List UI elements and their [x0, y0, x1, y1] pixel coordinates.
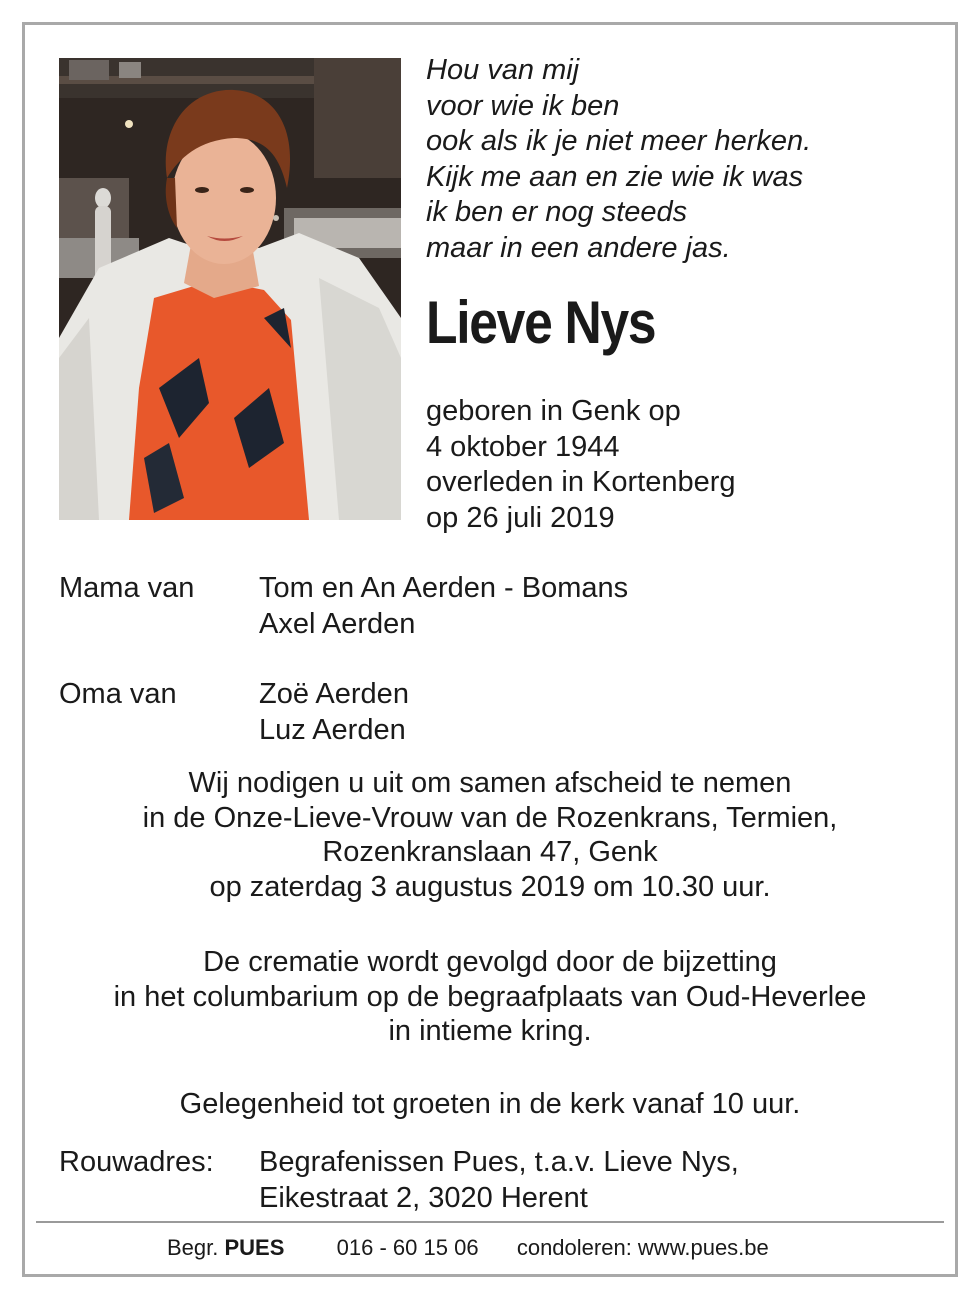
date-line: geboren in Genk op — [426, 395, 681, 427]
relation-name: Tom en An Aerden - Bomans — [259, 572, 629, 604]
relation-name: Axel Aerden — [259, 607, 416, 640]
greeting-line: Gelegenheid tot groeten in de kerk vanaf 10 uur. — [179, 1088, 801, 1120]
invitation-line: Rozenkranslaan 47, Genk — [322, 836, 658, 868]
poem-line: maar in een andere jas. — [426, 231, 731, 264]
footer — [167, 1235, 769, 1261]
poem-line: Hou van mij — [426, 54, 580, 86]
relation-name: Luz Aerden — [259, 713, 406, 746]
greeting-text — [36, 1087, 944, 1122]
address-line: Eikestraat 2, 3020 Herent — [259, 1181, 588, 1214]
footer-divider — [36, 1221, 944, 1223]
cremation-line: in het columbarium op de begraafplaats van Oud-Heverlee — [113, 980, 867, 1013]
birth-death-info — [426, 394, 736, 536]
invitation-line: in de Onze-Lieve-Vrouw van de Rozenkrans, Termien, — [142, 801, 838, 834]
poem-line: ik ben er nog steeds — [426, 196, 688, 228]
date-line: op 26 juli 2019 — [426, 501, 615, 534]
date-line: 4 oktober 1944 — [426, 430, 620, 463]
cremation-line: in intieme kring. — [388, 1015, 592, 1047]
address-line: Begrafenissen Pues, t.a.v. Lieve Nys, — [259, 1146, 739, 1178]
cremation-line: De crematie wordt gevolgd door de bijzetting — [203, 946, 777, 978]
footer-company: PUES — [224, 1235, 285, 1260]
poem — [426, 53, 811, 266]
invitation-line: Wij nodigen u uit om samen afscheid te nemen — [188, 767, 792, 799]
footer-condolences: condoleren: www.pues.be — [516, 1235, 769, 1260]
portrait-photo — [59, 58, 401, 520]
footer-prefix: Begr. — [167, 1235, 219, 1260]
relation-name: Zoë Aerden — [259, 678, 409, 710]
poem-line: voor wie ik ben — [426, 89, 620, 122]
address-label: Rouwadres: — [59, 1146, 214, 1178]
relation-label: Oma van — [59, 678, 177, 710]
poem-line: Kijk me aan en zie wie ik was — [426, 160, 804, 193]
date-line: overleden in Kortenberg — [426, 466, 736, 498]
relation-label: Mama van — [59, 572, 195, 604]
footer-phone: 016 - 60 15 06 — [336, 1235, 479, 1260]
deceased-name: Lieve Nys — [426, 289, 656, 356]
poem-line: ook als ik je niet meer herken. — [426, 125, 812, 157]
invitation-line: op zaterdag 3 augustus 2019 om 10.30 uur. — [209, 870, 771, 903]
cremation-text — [36, 945, 944, 1049]
invitation-text — [36, 766, 944, 904]
